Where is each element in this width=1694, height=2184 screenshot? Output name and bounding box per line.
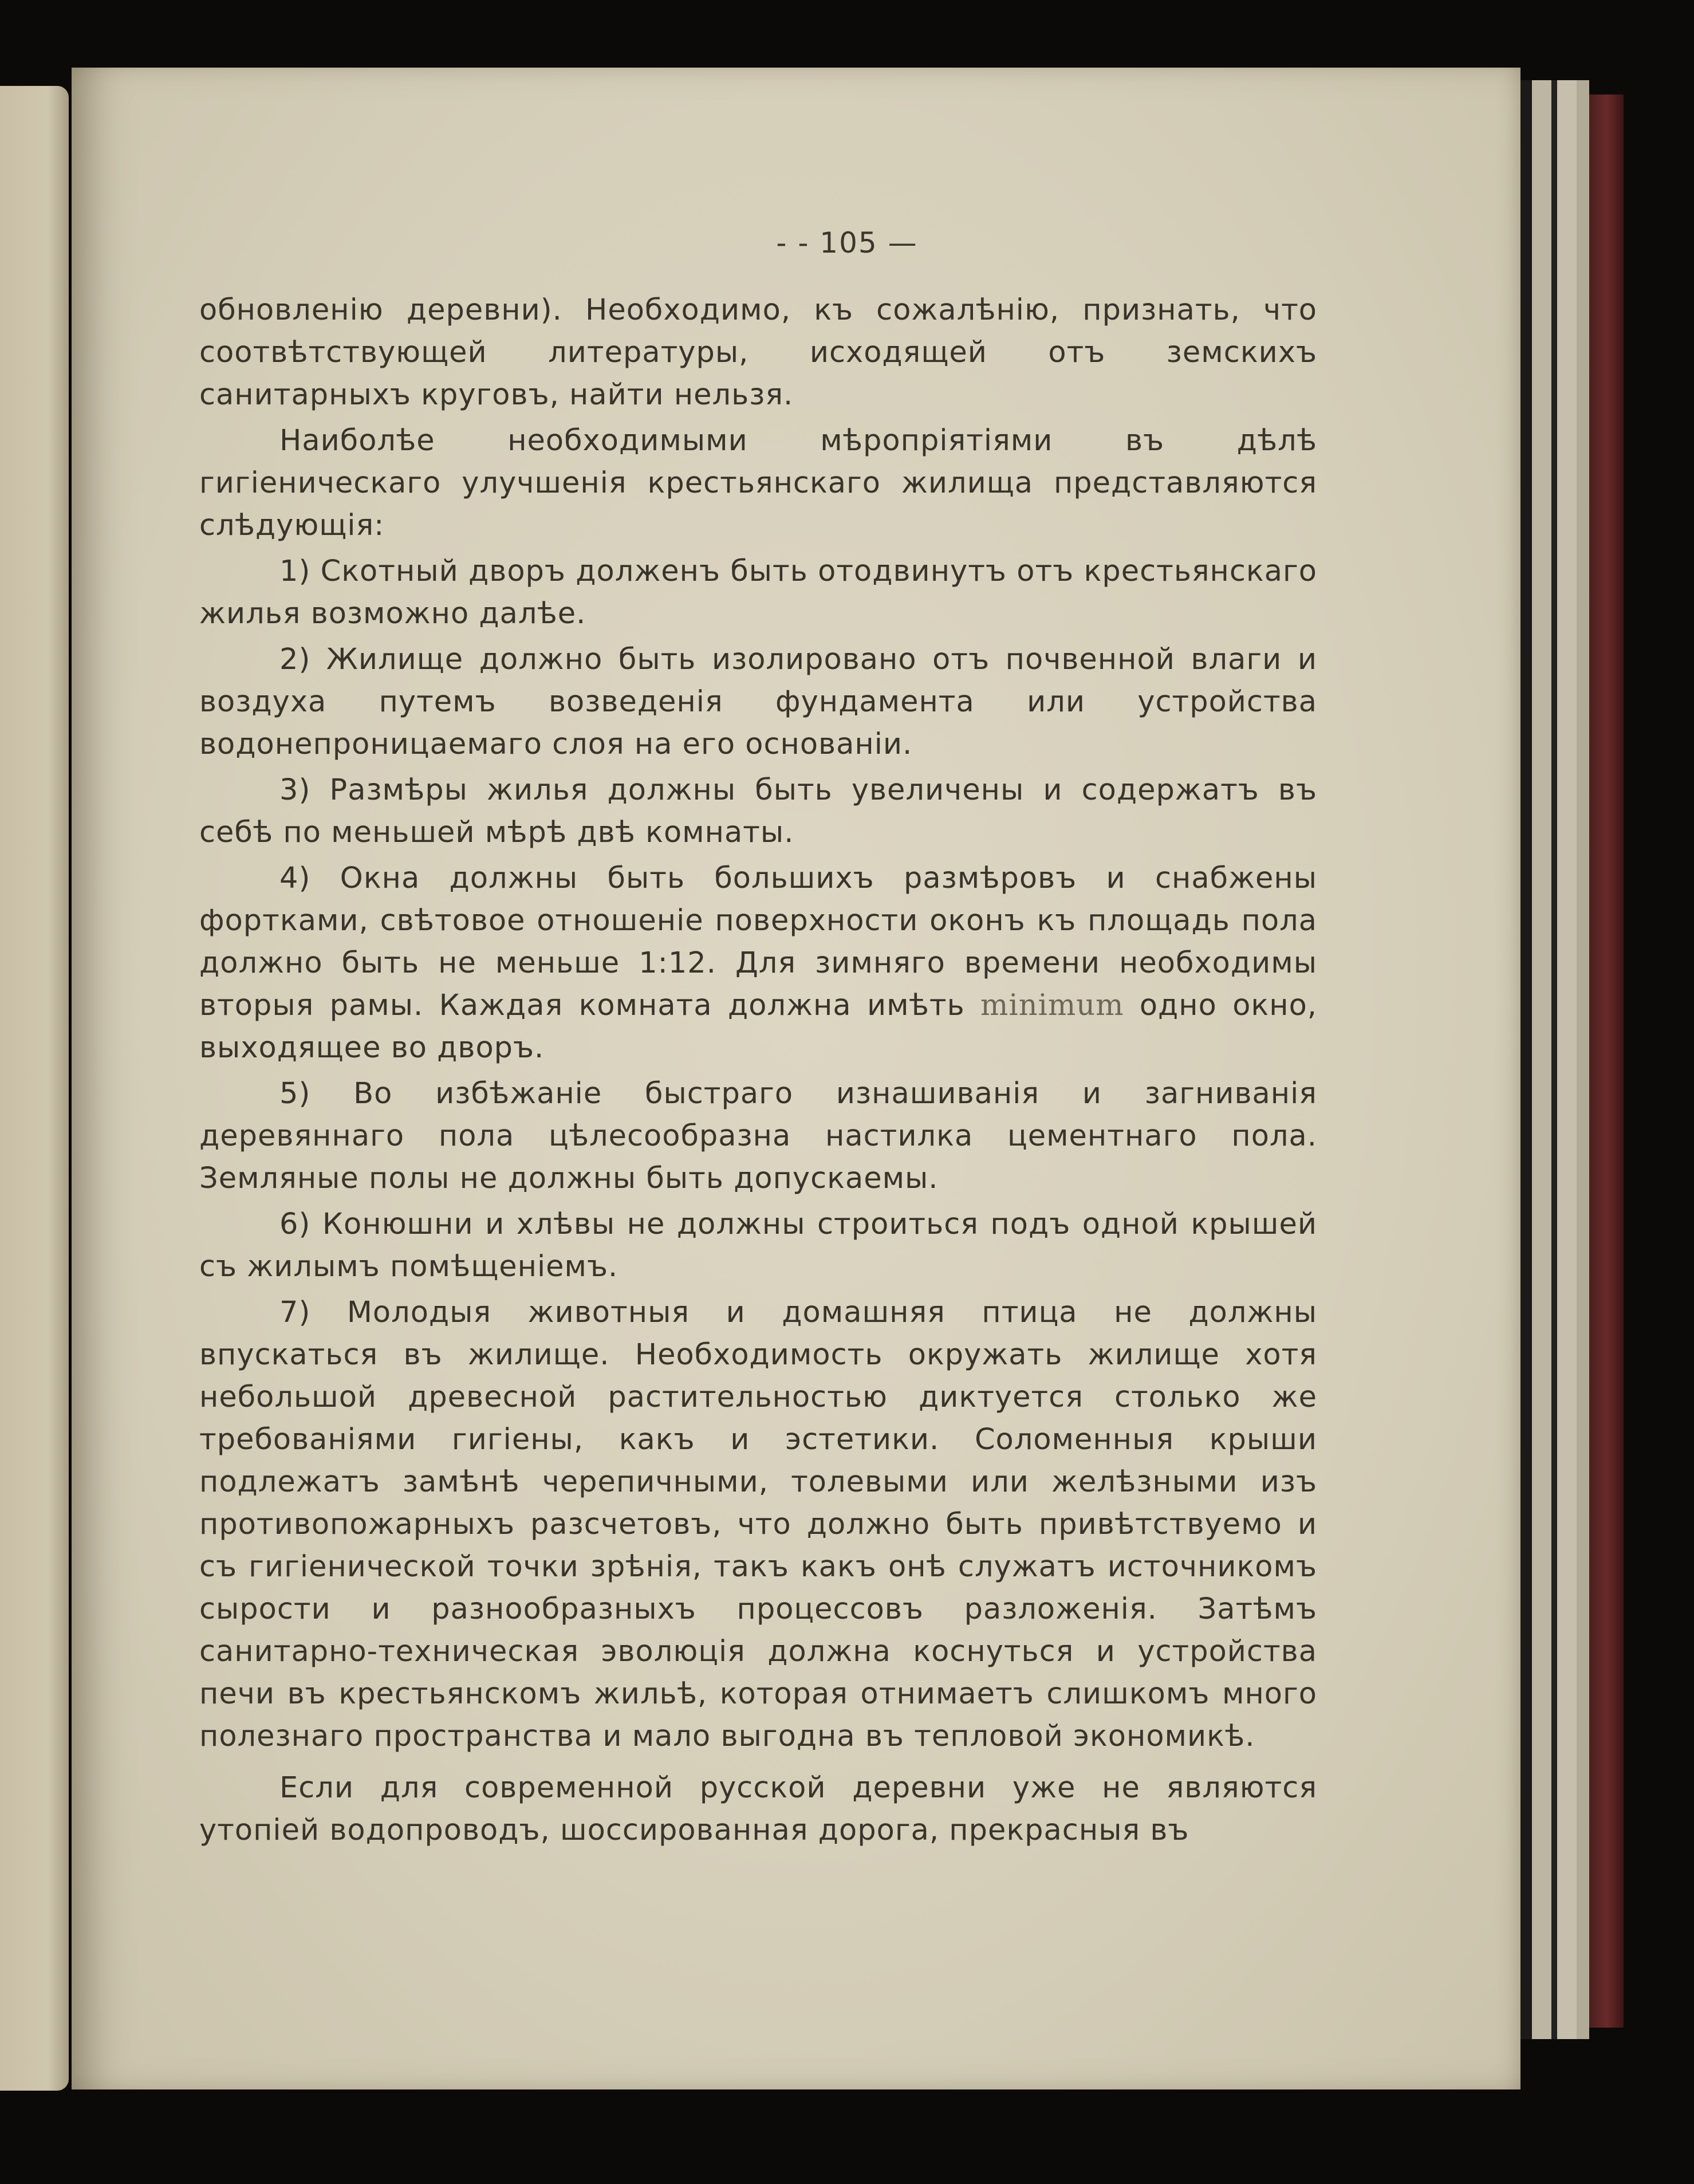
latin-word-minimum: minimum: [980, 989, 1124, 1022]
list-item-6: 6) Конюшни и хлѣвы не должны строиться подъ одной крышей съ жилымъ помѣщеніемъ.: [199, 1207, 1317, 1284]
page-edge: [1577, 80, 1589, 2039]
list-item-1: 1) Скотный дворъ долженъ быть отодвинутъ отъ крестьянскаго жилья возможно далѣе.: [199, 554, 1317, 631]
page-edge: [1557, 80, 1577, 2039]
left-facing-page-edge: [0, 86, 69, 2091]
page-edge-shadow: [1520, 80, 1532, 2039]
paragraph-final: Если для современной русской деревни уже не являются утопіей водопроводъ, шоссированная дорога, прекрасныя въ: [199, 1771, 1317, 1847]
list-item-2: 2) Жилище должно быть изолировано отъ почвенной влаги и воздуха путемъ возведенія фундамента или устройства водонепроницаемаго слоя на его основаніи.: [199, 643, 1317, 761]
book-cover-edge: [1589, 95, 1624, 2028]
paragraph-1: обновленію деревни). Необходимо, къ сожалѣнію, признать, что соотвѣтствующей литературы, исходящей отъ земскихъ санитарныхъ круговъ, найти нельзя.: [199, 293, 1317, 412]
list-item-7: 7) Молодыя животныя и домашняя птица не должны впускаться въ жилище. Необходимость окружать жилище хотя небольшой древесной растительностью диктуется столько же требованіями гигіены, какъ и эстетики. Соломенныя крыши подлежатъ замѣнѣ черепичными, толевыми или желѣзными изъ противопожарныхъ разсчетовъ, что должно быть привѣтствуемо и съ гигіенической точки зрѣнія, такъ какъ онѣ служатъ источникомъ сырости и разнообразныхъ процессовъ разложенія. Затѣмъ санитарно-техническая эволюція должна коснуться и устройства печи въ крестьянскомъ жильѣ, которая отнимаетъ слишкомъ много полезнаго пространства и мало выгодна въ тепловой экономикѣ.: [199, 1296, 1317, 1753]
list-item-5: 5) Во избѣжаніе быстраго изнашиванія и загниванія деревяннаго пола цѣлесообразна настилка цементнаго пола. Земляные полы не должны быть допускаемы.: [199, 1077, 1317, 1195]
page-edge-gap: [1551, 80, 1557, 2039]
page-edge: [1532, 80, 1551, 2039]
list-item-4: 4) Окна должны быть большихъ размѣровъ и снабжены фортками, свѣтовое отношеніе поверхности оконъ къ площадь пола должно быть не меньше 1:12. Для зимняго времени необходимы вторыя рамы. Каждая комната должна имѣть minimum одно окно, выходящее во дворъ.: [199, 861, 1317, 1065]
paragraph-2: Наиболѣе необходимыми мѣропріятіями въ дѣлѣ гигіеническаго улучшенія крестьянскаго жилища представляются слѣдующія:: [199, 424, 1317, 542]
list-item-3: 3) Размѣры жилья должны быть увеличены и содержатъ въ себѣ по меньшей мѣрѣ двѣ комнаты.: [199, 773, 1317, 849]
page-body-text: [199, 289, 1317, 1855]
page-number: - - 105 —: [776, 226, 918, 259]
